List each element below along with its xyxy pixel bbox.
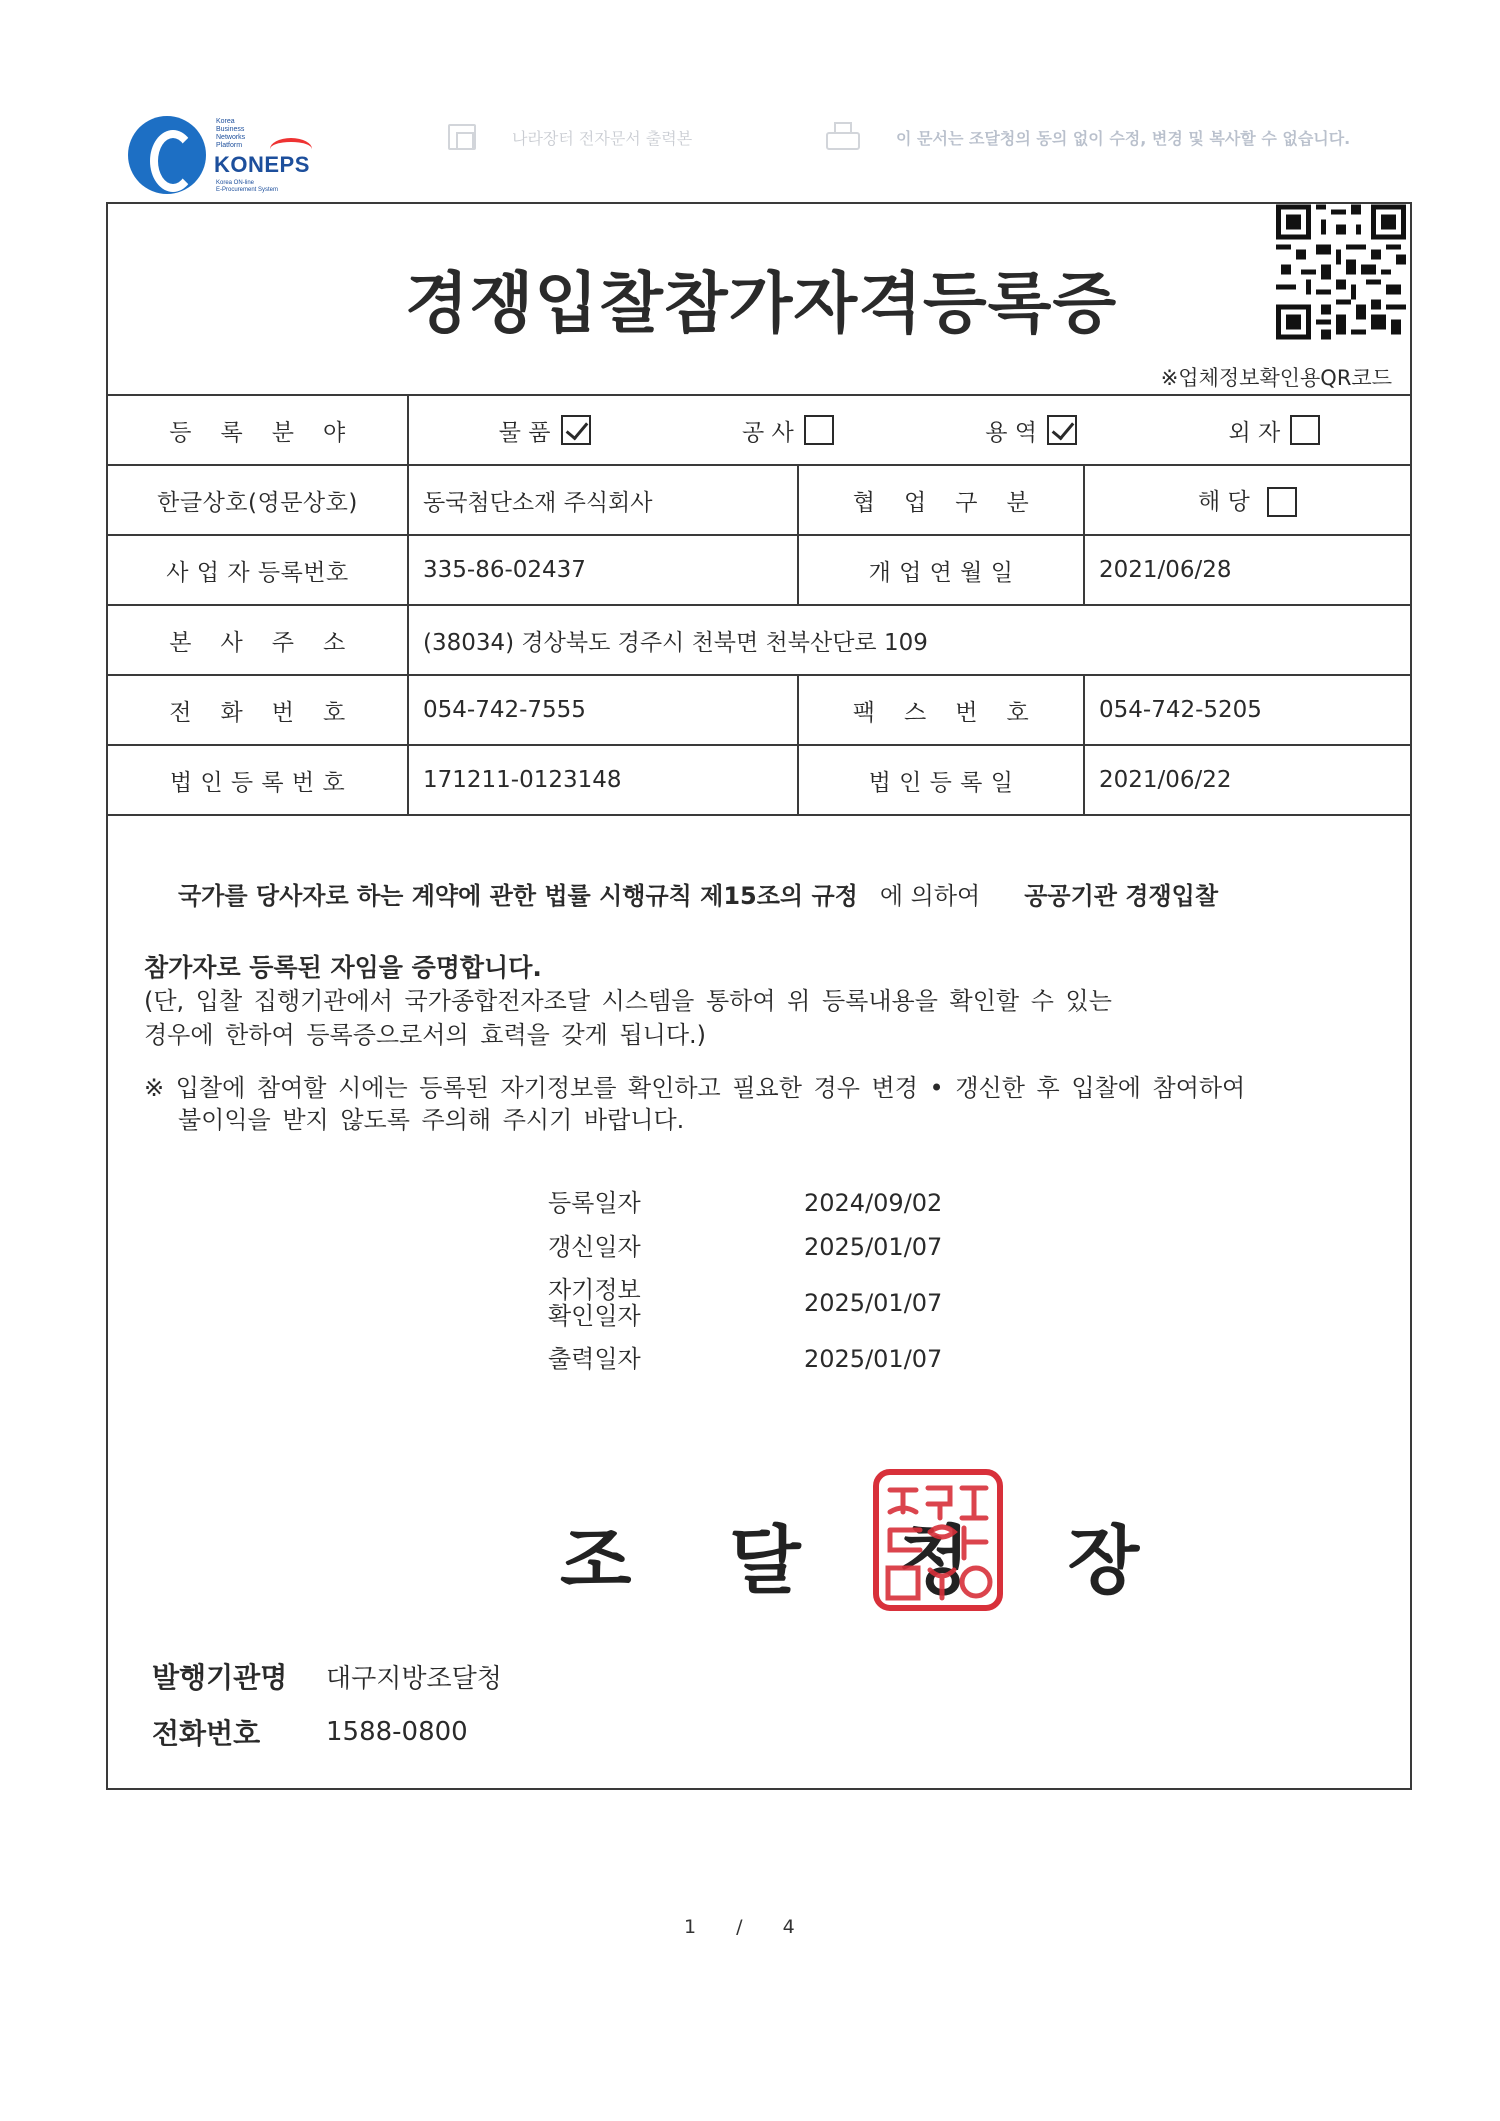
category-option <box>985 414 1077 447</box>
logo-mark-icon <box>128 116 206 194</box>
issuer-chief-title: 조 달 청 장 <box>560 1518 1176 1604</box>
validity-note-line2: 경우에 한하여 등록증으로서의 효력을 갖게 됩니다.) <box>144 1021 706 1049</box>
certify-statement: 참가자로 등록된 자임을 증명합니다. <box>144 953 542 982</box>
document-title: 경쟁입찰참가자격등록증 <box>404 265 1118 342</box>
category-row <box>108 395 1410 465</box>
phone-value: 054-742-7555 <box>408 675 798 745</box>
bizno-label: 사 업 자 등록번호 <box>108 535 408 605</box>
corp-row <box>108 745 1410 815</box>
address-value: (38034) 경상북도 경주시 천북면 천북산단로 109 <box>408 605 1410 675</box>
checkbox-icon <box>804 415 834 445</box>
phone-row <box>108 675 1410 745</box>
qr-note: ※업체정보확인용QR코드 <box>1160 366 1392 390</box>
date-label: 출력일자 <box>548 1345 641 1373</box>
category-option-label: 외 자 <box>1228 419 1281 446</box>
page-current: 1 <box>684 1916 697 1938</box>
company-row <box>108 465 1410 535</box>
printer-icon <box>826 132 860 150</box>
caution-line1: ※ 입찰에 참여할 시에는 등록된 자기정보를 확인하고 필요한 경우 변경 • 갱신한 후 입찰에 참여하여 <box>144 1074 1246 1102</box>
fax-label: 팩 스 번 호 <box>798 675 1084 745</box>
category-option <box>499 414 591 447</box>
category-option <box>742 414 834 447</box>
corpdate-label: 법 인 등 록 일 <box>798 745 1084 815</box>
date-label: 자기정보 확인일자 <box>548 1276 641 1330</box>
corpdate-value: 2021/06/22 <box>1084 745 1410 815</box>
validity-note-line1: (단, 입찰 집행기관에서 국가종합전자조달 시스템을 통하여 위 등록내용을 확인할 수 있는 <box>144 987 1112 1015</box>
company-label: 한글상호(영문상호) <box>108 465 408 535</box>
legal-basis-line <box>178 876 1398 911</box>
issuer-phone-value: 1588-0800 <box>326 1717 468 1747</box>
issuer-phone-row <box>152 1712 502 1752</box>
date-value: 2025/01/07 <box>804 1345 943 1373</box>
page-total: 4 <box>782 1916 795 1938</box>
official-seal-icon <box>870 1466 1006 1614</box>
koneps-logo <box>128 112 338 200</box>
issuer-phone-label: 전화번호 <box>152 1717 261 1750</box>
coop-checkbox <box>1267 487 1297 517</box>
logo-name: KONEPS <box>214 152 310 177</box>
date-row-printed <box>548 1342 942 1376</box>
date-list <box>548 1186 942 1386</box>
open-date-label: 개 업 연 월 일 <box>798 535 1084 605</box>
date-value: 2025/01/07 <box>804 1233 943 1261</box>
category-label: 등 록 분 야 <box>108 395 408 465</box>
qr-code-icon <box>1276 204 1406 340</box>
legal-basis-mid: 에 의하여 <box>879 882 981 910</box>
category-option-label: 용 역 <box>985 419 1037 446</box>
date-label: 등록일자 <box>548 1189 641 1217</box>
open-date-value: 2021/06/28 <box>1084 535 1410 605</box>
checked-box-icon <box>561 415 591 445</box>
legal-basis-law: 국가를 당사자로 하는 계약에 관한 법률 시행규칙 제15조의 규정 <box>178 882 858 910</box>
checked-box-icon <box>1047 415 1077 445</box>
address-label: 본 사 주 소 <box>108 605 408 675</box>
copy-icon <box>448 124 476 150</box>
print-note: 나라장터 전자문서 출력본 <box>512 129 693 148</box>
address-row <box>108 605 1410 675</box>
logo-sub-text: Korea ON-line E-Procurement System <box>216 180 279 193</box>
page-indicator <box>684 1916 795 1938</box>
validity-note <box>144 984 1112 1052</box>
fax-value: 054-742-5205 <box>1084 675 1410 745</box>
date-row-renewed <box>548 1230 942 1264</box>
category-option-label: 물 품 <box>498 419 551 446</box>
legal-basis-target: 공공기관 경쟁입찰 <box>1024 882 1219 910</box>
date-row-self-check <box>548 1274 942 1332</box>
caution-note <box>144 1072 1245 1136</box>
checkbox-icon <box>1290 415 1320 445</box>
bizno-row <box>108 535 1410 605</box>
issuer-info <box>152 1656 502 1768</box>
caution-line2: 불이익을 받지 않도록 주의해 주시기 바랍니다. <box>178 1106 685 1134</box>
category-option-label: 공 사 <box>742 419 794 446</box>
company-value: 동국첨단소재 주식회사 <box>408 465 798 535</box>
corpno-label: 법 인 등 록 번 호 <box>108 745 408 815</box>
page-separator: / <box>736 1916 743 1938</box>
issuer-agency-value: 대구지방조달청 <box>326 1663 502 1694</box>
coop-label: 협 업 구 분 <box>798 465 1084 535</box>
corpno-value: 171211-0123148 <box>408 745 798 815</box>
date-value: 2024/09/02 <box>804 1189 943 1217</box>
registration-info-table <box>108 394 1410 816</box>
category-option <box>1229 414 1321 447</box>
date-value: 2025/01/07 <box>804 1289 943 1317</box>
date-row-registered <box>548 1186 942 1220</box>
issuer-agency-row <box>152 1656 502 1696</box>
copy-warning: 이 문서는 조달청의 동의 없이 수정, 변경 및 복사할 수 없습니다. <box>896 129 1351 148</box>
category-options <box>408 395 1410 465</box>
date-label: 갱신일자 <box>548 1233 641 1261</box>
logo-small-text: Korea Business Networks Platform <box>216 118 246 149</box>
coop-value-label: 해 당 <box>1197 488 1250 515</box>
phone-label: 전 화 번 호 <box>108 675 408 745</box>
issuer-agency-label: 발행기관명 <box>152 1661 288 1694</box>
certificate-frame <box>106 202 1412 1790</box>
coop-value <box>1084 465 1410 535</box>
bizno-value: 335-86-02437 <box>408 535 798 605</box>
